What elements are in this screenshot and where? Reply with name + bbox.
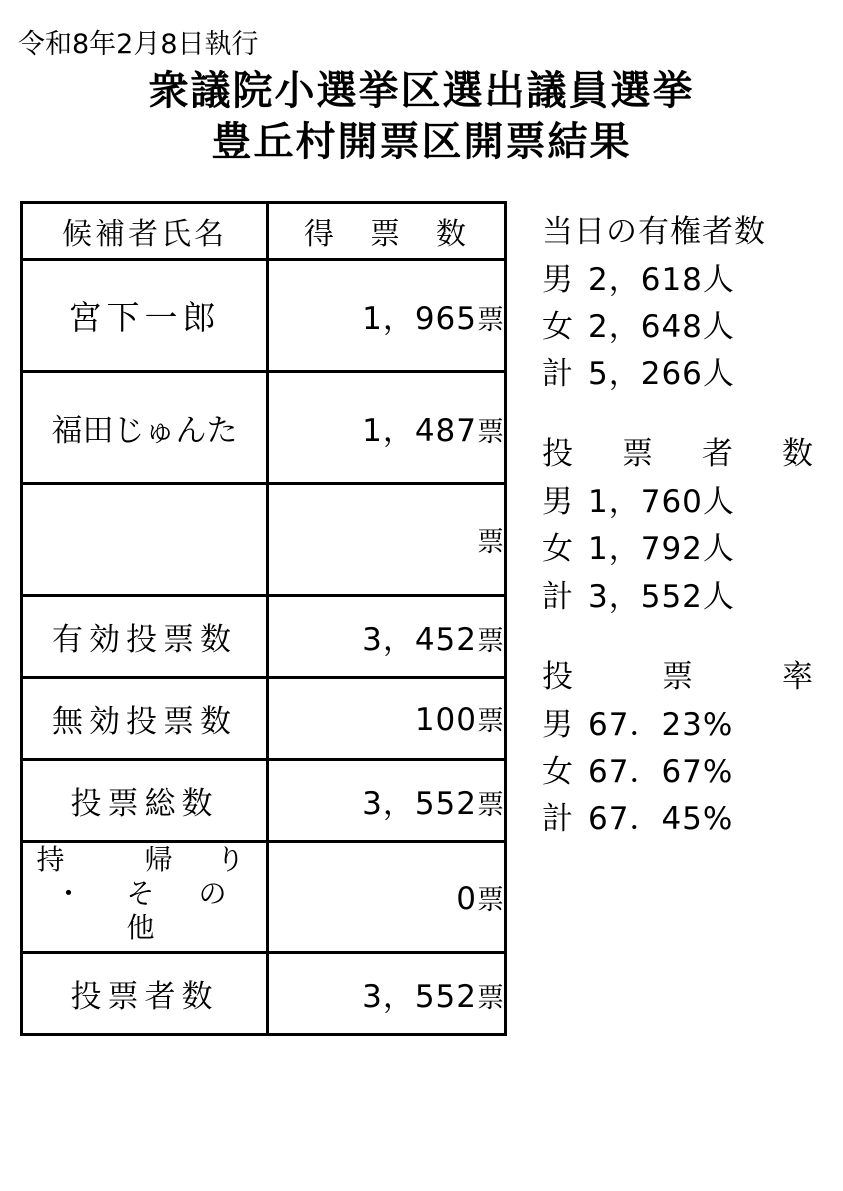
page-title bbox=[0, 66, 843, 168]
voters-label-female: 女 bbox=[542, 531, 574, 568]
turnout-value-total: 67．45% bbox=[588, 800, 734, 837]
electors-label-female: 女 bbox=[542, 309, 574, 346]
invalid-votes-value: 100 bbox=[414, 702, 477, 738]
candidate-name bbox=[22, 484, 268, 596]
turnout-label-total: 計 bbox=[542, 800, 574, 837]
total-votes-value: 3，552 bbox=[362, 786, 477, 822]
vote-unit: 票 bbox=[477, 417, 504, 448]
candidate-name: 宮下一郎 bbox=[22, 260, 268, 372]
voters-row-female bbox=[534, 526, 834, 573]
candidate-votes-value: 1，965 bbox=[362, 301, 477, 337]
table-row bbox=[22, 484, 506, 596]
vote-unit: 票 bbox=[477, 626, 504, 657]
execution-date: 令和8年2月8日執行 bbox=[18, 29, 259, 60]
turnout-label-male: 男 bbox=[542, 706, 574, 743]
vote-unit: 票 bbox=[477, 706, 504, 737]
title-line-1: 衆議院小選挙区選出議員選挙 bbox=[148, 68, 695, 114]
row-label-total-votes: 投票総数 bbox=[22, 760, 268, 842]
turnout-block bbox=[534, 651, 834, 843]
valid-votes-value: 3，452 bbox=[362, 622, 477, 658]
vote-unit: 票 bbox=[477, 305, 504, 336]
voters-value-male: 1，760人 bbox=[588, 484, 735, 521]
candidate-votes-value: 1，487 bbox=[362, 413, 477, 449]
row-label-valid-votes: 有効投票数 bbox=[22, 596, 268, 678]
turnout-row-male bbox=[534, 702, 834, 749]
taken-home-line-1: 持 帰 り bbox=[36, 843, 253, 876]
table-row bbox=[22, 596, 506, 678]
table-row bbox=[22, 260, 506, 372]
electors-row-total bbox=[534, 351, 834, 398]
electors-row-female bbox=[534, 304, 834, 351]
row-value-total-votes bbox=[268, 760, 506, 842]
row-label-taken-home-other bbox=[22, 842, 271, 953]
candidate-votes bbox=[268, 260, 506, 372]
vote-unit: 票 bbox=[477, 983, 504, 1015]
voters-label-total: 計 bbox=[542, 578, 574, 615]
vote-unit: 票 bbox=[477, 884, 504, 916]
summary-panel bbox=[534, 206, 834, 873]
title-line-2: 豊丘村開票区開票結果 bbox=[211, 119, 632, 166]
row-value-valid-votes bbox=[268, 596, 506, 678]
turnout-row-female bbox=[534, 749, 834, 796]
row-value-voter-count bbox=[268, 953, 506, 1035]
vote-unit: 票 bbox=[477, 790, 504, 821]
electors-value-male: 2，618人 bbox=[588, 262, 735, 298]
voters-title: 投 票 者 数 bbox=[542, 436, 822, 473]
electors-value-total: 5，266人 bbox=[588, 356, 735, 393]
voters-row-male bbox=[534, 479, 834, 526]
candidate-votes bbox=[268, 484, 506, 596]
turnout-row-total bbox=[534, 796, 834, 843]
results-table bbox=[20, 201, 507, 1036]
column-header-candidate-name: 候補者氏名 bbox=[22, 203, 268, 260]
electors-block bbox=[534, 206, 834, 398]
table-row bbox=[22, 372, 506, 484]
taken-home-line-2: ・ そ の 他 bbox=[54, 877, 271, 945]
vote-unit: 票 bbox=[477, 527, 504, 558]
table-row bbox=[22, 678, 506, 760]
electors-label-total: 計 bbox=[542, 356, 574, 393]
turnout-label-female: 女 bbox=[542, 753, 574, 790]
turnout-title: 投 票 率 bbox=[542, 658, 822, 695]
voter-count-value: 3，552 bbox=[362, 979, 477, 1016]
table-row bbox=[22, 842, 506, 953]
column-header-votes: 得 票 数 bbox=[268, 203, 506, 260]
row-label-invalid-votes: 無効投票数 bbox=[22, 678, 268, 760]
row-value-invalid-votes bbox=[268, 678, 506, 760]
table-header-row bbox=[22, 203, 506, 260]
row-value-taken-home-other bbox=[268, 842, 506, 953]
table-row bbox=[22, 953, 506, 1035]
turnout-value-male: 67．23% bbox=[588, 706, 734, 743]
table-row bbox=[22, 760, 506, 842]
taken-home-value: 0 bbox=[456, 880, 477, 917]
voters-row-total bbox=[534, 574, 834, 621]
electors-row-male bbox=[534, 257, 834, 304]
electors-label-male: 男 bbox=[542, 262, 574, 298]
voters-label-male: 男 bbox=[542, 484, 574, 521]
electors-value-female: 2，648人 bbox=[588, 309, 735, 346]
electors-title: 当日の有権者数 bbox=[542, 214, 766, 250]
voters-value-total: 3，552人 bbox=[588, 578, 735, 615]
row-label-voter-count: 投票者数 bbox=[22, 953, 268, 1035]
voters-value-female: 1，792人 bbox=[588, 531, 735, 568]
turnout-value-female: 67．67% bbox=[588, 753, 734, 790]
candidate-name: 福田じゅんた bbox=[22, 372, 268, 484]
candidate-votes bbox=[268, 372, 506, 484]
voters-block bbox=[534, 428, 834, 620]
